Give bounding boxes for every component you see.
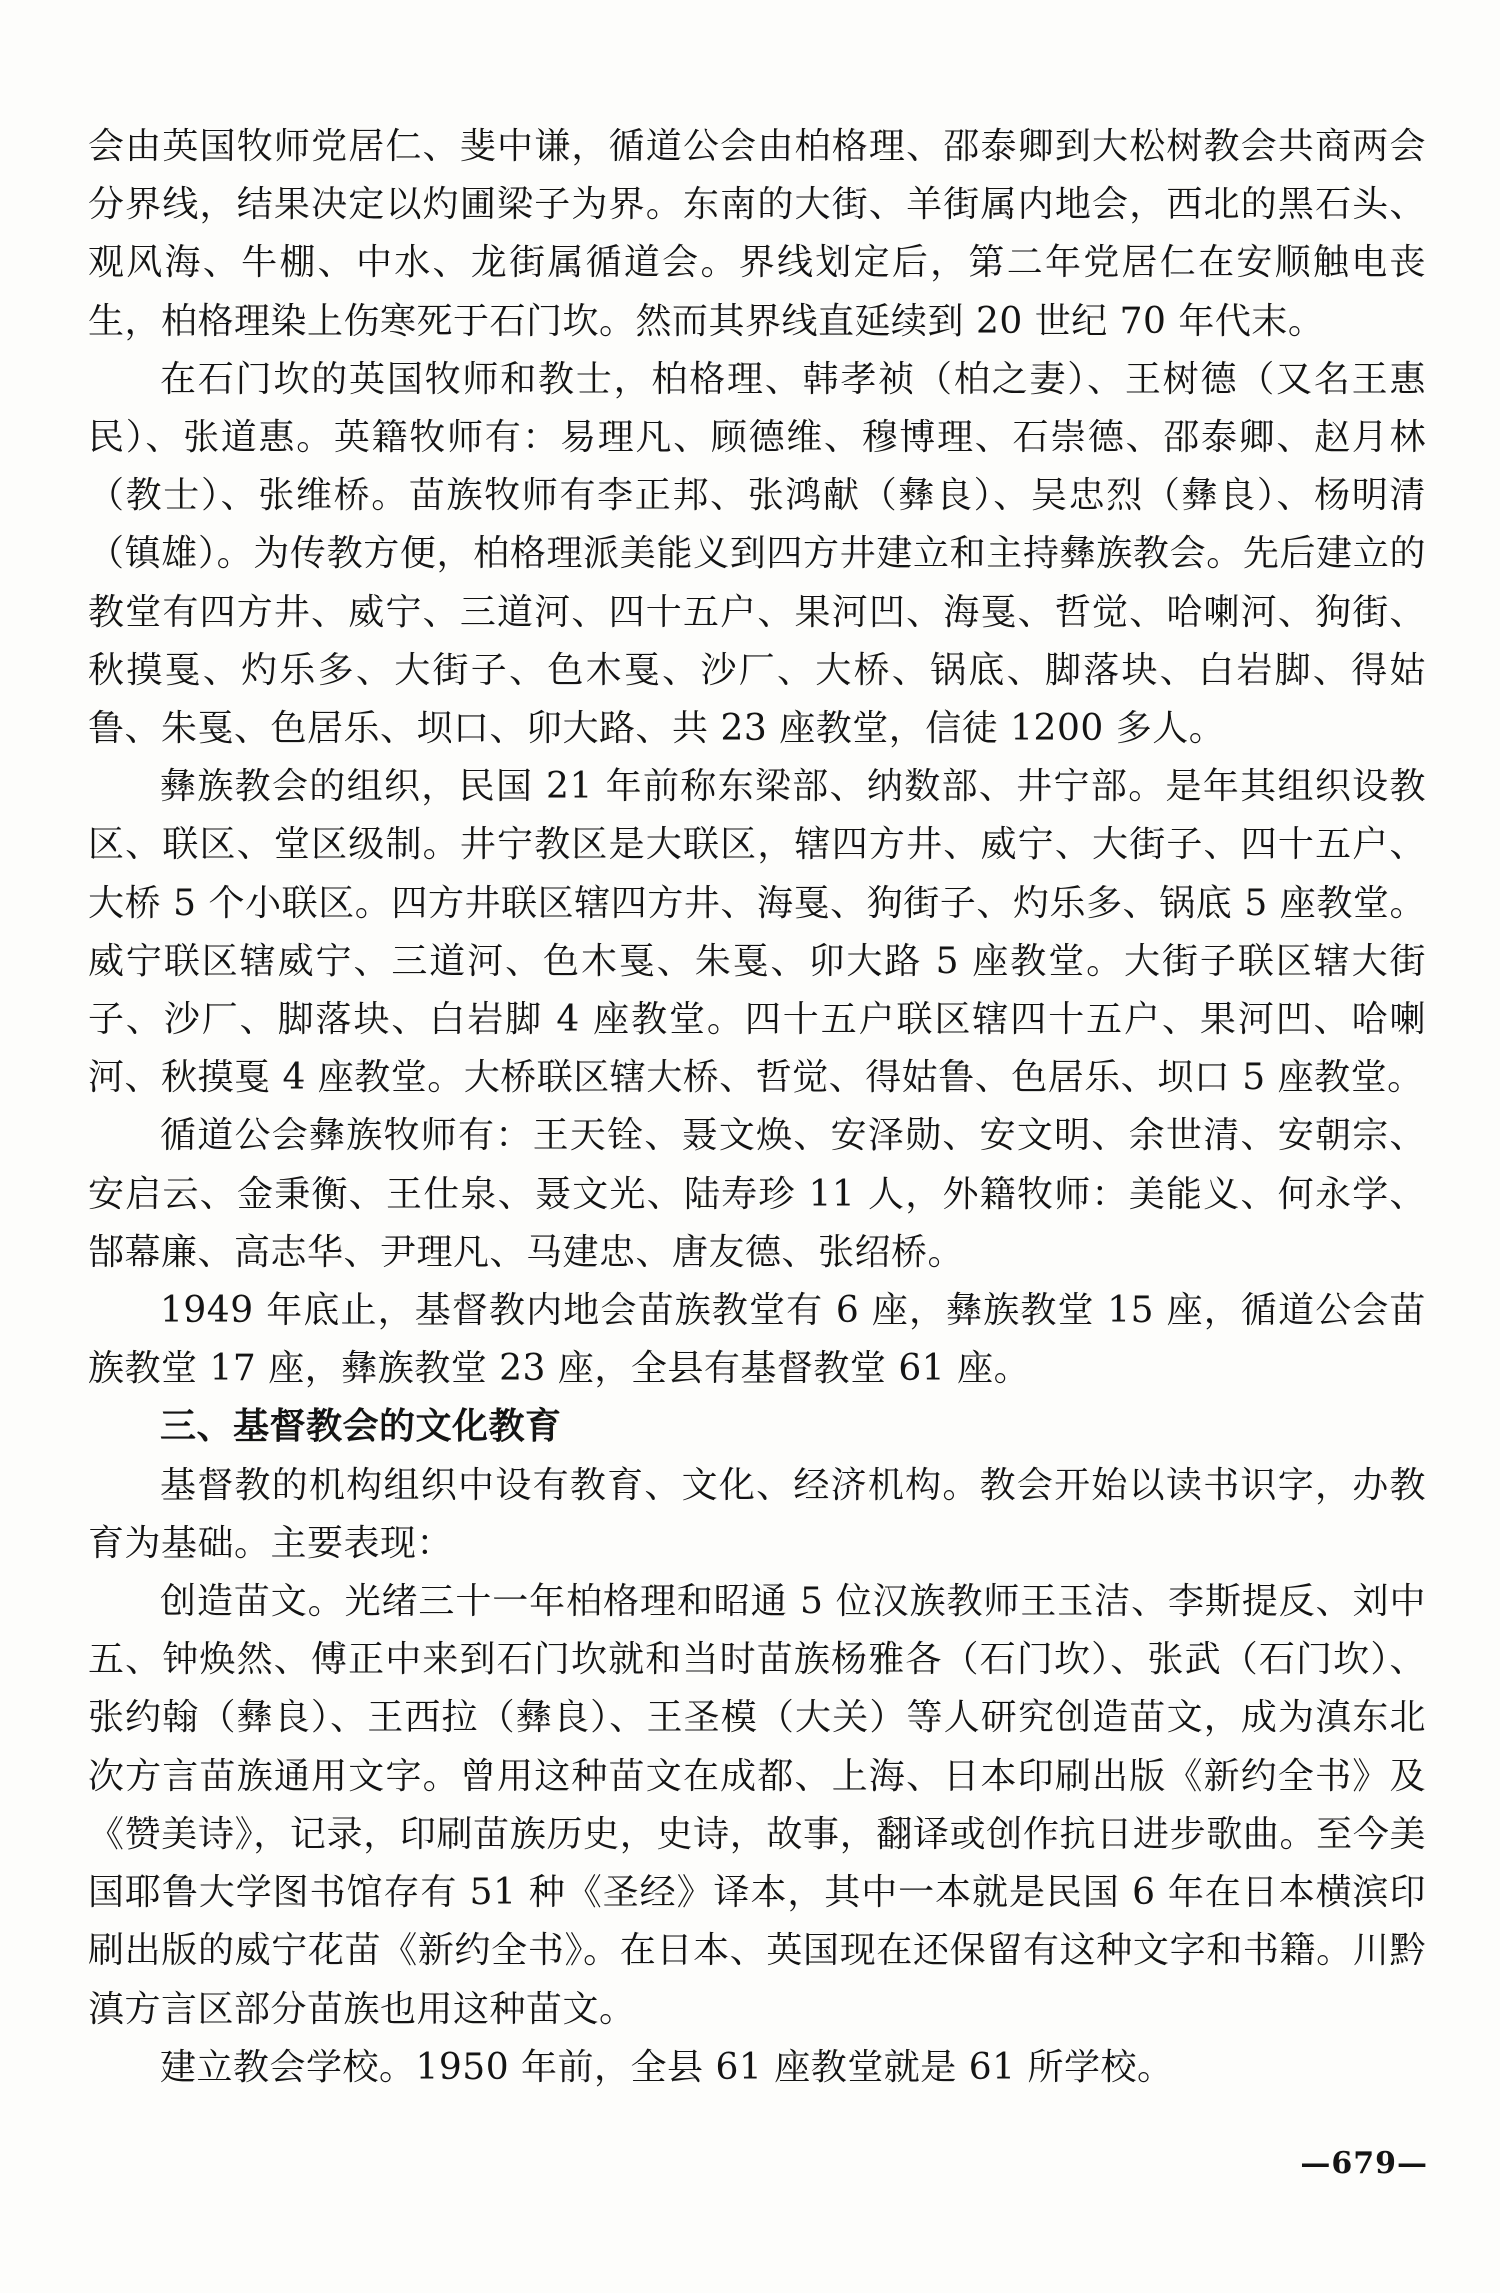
paragraph-education-intro: 基督教的机构组织中设有教育、文化、经济机构。教会开始以读书识字，办教育为基础。主要表现： — [88, 1464, 1426, 1564]
page-number: —679— — [1300, 2146, 1428, 2181]
paragraph-yi-pastors: 循道公会彝族牧师有：王天铨、聂文焕、安泽勋、安文明、余世清、安朝宗、安启云、金秉衡、王仕泉、聂文光、陆寿珍 11 人，外籍牧师：美能义、何永学、郜幕廉、高志华、尹理凡、马建忠、唐友德、张绍桥。 — [88, 1115, 1426, 1273]
section-heading: 三、基督教会的文化教育 — [160, 1406, 562, 1448]
paragraph-church-schools: 建立教会学校。1950 年前，全县 61 座教堂就是 61 所学校。 — [160, 2046, 1174, 2088]
body-text — [88, 118, 1426, 2097]
paragraph-church-counts-1949: 1949 年底止，基督教内地会苗族教堂有 6 座，彝族教堂 15 座，循道公会苗族教堂 17 座，彝族教堂 23 座，全县有基督教堂 61 座。 — [88, 1290, 1426, 1390]
paragraph-mission-boundary: 会由英国牧师党居仁、斐中谦，循道公会由柏格理、邵泰卿到大松树教会共商两会分界线，结果决定以灼圃梁子为界。东南的大街、羊街属内地会，西北的黑石头、观风海、牛棚、中水、龙街属循道会。界线划定后，第二年党居仁在安顺触电丧生，柏格理染上伤寒死于石门坎。然而其界线直延续到 20 世纪 70 年代末。 — [88, 126, 1426, 342]
paragraph-miao-script: 创造苗文。光绪三十一年柏格理和昭通 5 位汉族教师王玉洁、李斯提反、刘中五、钟焕然、傅正中来到石门坎就和当时苗族杨雅各（石门坎）、张武（石门坎）、张约翰（彝良）、王西拉（彝良）、王圣模（大关）等人研究创造苗文，成为滇东北次方言苗族通用文字。曾用这种苗文在成都、上海、日本印刷出版《新约全书》及《赞美诗》，记录，印刷苗族历史，史诗，故事，翻译或创作抗日进步歌曲。至今美国耶鲁大学图书馆存有 51 种《圣经》译本，其中一本就是民国 6 年在日本横滨印刷出版的威宁花苗《新约全书》。在日本、英国现在还保留有这种文字和书籍。川黔滇方言区部分苗族也用这种苗文。 — [88, 1581, 1426, 2030]
paragraph-yi-church-organization: 彝族教会的组织，民国 21 年前称东梁部、纳数部、井宁部。是年其组织设教区、联区、堂区级制。井宁教区是大联区，辖四方井、威宁、大街子、四十五户、大桥 5 个小联区。四方井联区辖四方井、海戛、狗街子、灼乐多、锅底 5 座教堂。威宁联区辖威宁、三道河、色木戛、朱戛、卯大路 5 座教堂。大街子联区辖大街子、沙厂、脚落块、白岩脚 4 座教堂。四十五户联区辖四十五户、果河凹、哈喇河、秋摸戛 4 座教堂。大桥联区辖大桥、哲觉、得姑鲁、色居乐、坝口 5 座教堂。 — [88, 766, 1426, 1099]
paragraph-missionaries: 在石门坎的英国牧师和教士，柏格理、韩孝祯（柏之妻）、王树德（又名王惠民）、张道惠。英籍牧师有：易理凡、顾德维、穆博理、石崇德、邵泰卿、赵月林（教士）、张维桥。苗族牧师有李正邦、张鸿献（彝良）、吴忠烈（彝良）、杨明清（镇雄）。为传教方便，柏格理派美能义到四方井建立和主持彝族教会。先后建立的教堂有四方井、威宁、三道河、四十五户、果河凹、海戛、哲觉、哈喇河、狗街、秋摸戛、灼乐多、大街子、色木戛、沙厂、大桥、锅底、脚落块、白岩脚、得姑鲁、朱戛、色居乐、坝口、卯大路、共 23 座教堂，信徒 1200 多人。 — [88, 358, 1426, 750]
